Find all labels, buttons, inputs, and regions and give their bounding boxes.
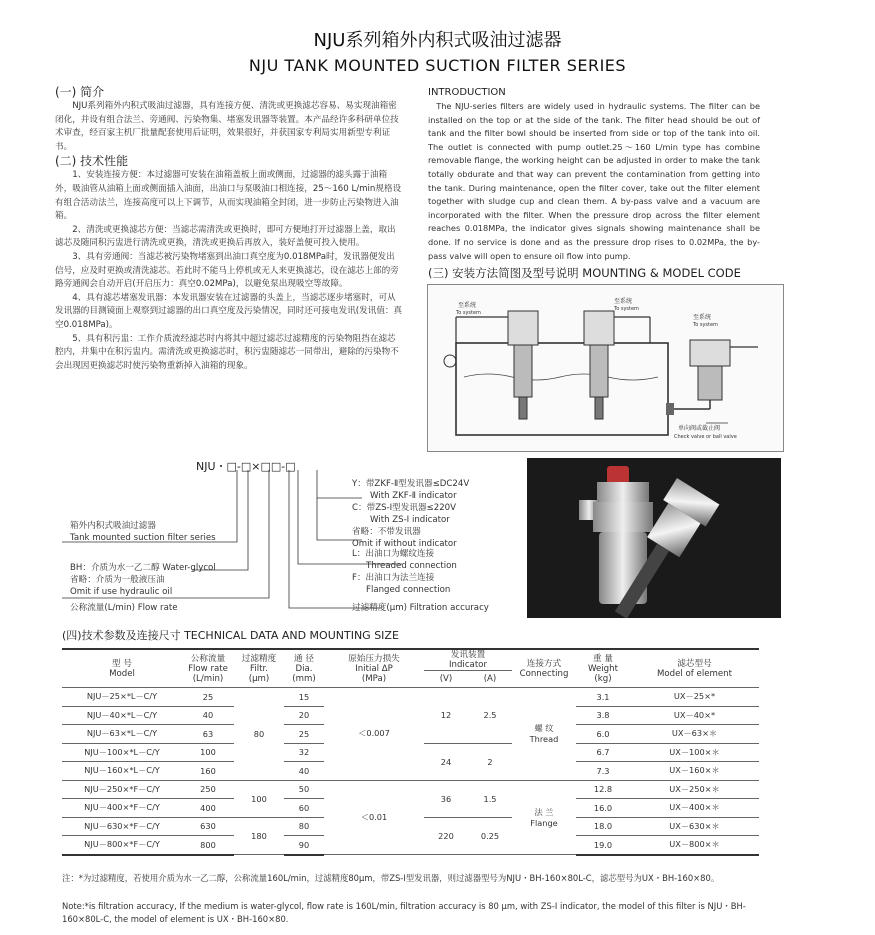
cell-flow: 40 <box>182 706 234 725</box>
th-connecting: 连接方式 Connecting <box>512 649 576 688</box>
cell-dia: 90 <box>284 836 324 855</box>
th-v: (V) <box>424 671 468 688</box>
mc-l-cn: L：出油口为螺纹连接 <box>352 549 435 559</box>
table-row <box>62 780 759 799</box>
to-system-3-en: To system <box>693 322 718 328</box>
mc-series-cn: 箱外内积式吸油过滤器 <box>70 521 156 531</box>
cell-v-24: 24 <box>424 743 468 780</box>
cell-element: UX－25×* <box>630 688 759 707</box>
th-pressure: 原始压力损失 Initial ΔP (MPa) <box>324 649 424 688</box>
mc-f-cn: F：出油口为法兰连接 <box>352 573 435 583</box>
intro-text-en: The NJU-series filters are widely used in hydraulic systems. The filter can be installed on the top or at the side of the tank. The filter head should be out of tank and the filter bowl should be inserted from side or top of the tank into oil. The outlet is connected with pump outlet.25～160 L/min type has combine removable flange, the working height can be adjusted in order to make the tank totally obdurate and that way can prevent the contamination from getting into the tank. During maintenance, open the filter cover, take out the filter element together with sludge cup and clean them. A by-pass valve and a vacuum are incorporated with the filter. When the pressure drop across the filter element reaches 0.018MPa, the indicator gives signals showing maintenance shall be done. If no service is done and as the pressure drop rises to 0.02MPa, the by-pass valve will open to ensure oil flow into pump. <box>428 101 760 261</box>
mc-f-en: Flanged connection <box>366 585 451 595</box>
mc-bh-omit-en: Omit if use hydraulic oil <box>70 587 173 597</box>
cell-filtr-100: 100 <box>234 780 284 817</box>
cell-flow: 100 <box>182 743 234 762</box>
tech-item-2: 2、清洗或更换滤芯方便：当滤芯需清洗或更换时，即可方便地打开过滤器上盖，取出滤芯及随同积污盅进行清洗或更换，清洗或更换后再放入，装好盖便可投入使用。 <box>55 224 396 249</box>
mc-y-en: With ZKF-Ⅱ indicator <box>370 491 457 501</box>
cell-flow: 630 <box>182 817 234 836</box>
model-code: NJU・□-□×□□-□ <box>196 460 296 473</box>
cell-press-007: ＜0.007 <box>324 688 424 781</box>
mc-bh <box>70 562 216 598</box>
cell-a-15: 1.5 <box>468 780 512 817</box>
cell-model: NJU－63×*L－C/Y <box>62 725 182 744</box>
title-en: NJU TANK MOUNTED SUCTION FILTER SERIES <box>248 56 627 75</box>
cell-model: NJU－400×*F－C/Y <box>62 799 182 818</box>
to-system-3: 至系统 <box>693 314 712 321</box>
cell-weight: 6.0 <box>576 725 630 744</box>
cell-v-36: 36 <box>424 780 468 817</box>
cell-weight: 16.0 <box>576 799 630 818</box>
cell-model: NJU－100×*L－C/Y <box>62 743 182 762</box>
cell-element: UX－800×＊ <box>630 836 759 855</box>
mc-l-en: Threaded connection <box>366 561 457 571</box>
cell-weight: 3.1 <box>576 688 630 707</box>
mc-bh-cn: BH：介质为水一乙二醇 Water-glycol <box>70 563 216 573</box>
english-column <box>428 85 760 263</box>
intro-text-cn: NJU系列箱外内积式吸油过滤器，具有连接方便、清洗或更换滤芯容易、易实现油箱密闭化，并设有组合法兰、旁通阀、污染物集、堵塞发讯器等装置。本产品经许多科研单位技术审查，经百家主机厂批量配套使用后证明，效果很好，并获国家专利局实用新型专利证书。 <box>55 101 399 152</box>
cell-a-2: 2 <box>468 743 512 780</box>
mc-indicator <box>352 478 469 550</box>
cell-model: NJU－25×*L－C/Y <box>62 688 182 707</box>
cell-flow: 63 <box>182 725 234 744</box>
product-photo-svg <box>527 458 781 618</box>
cell-dia: 15 <box>284 688 324 707</box>
table-heading: (四)技术参数及连接尺寸 TECHNICAL DATA AND MOUNTING SIZE <box>62 629 399 642</box>
th-model: 型 号 Model <box>62 649 182 688</box>
cell-v-220: 220 <box>424 817 468 855</box>
cell-model: NJU－160×*L－C/Y <box>62 762 182 781</box>
cell-dia: 32 <box>284 743 324 762</box>
to-system-1: 至系统 <box>458 302 477 309</box>
title-cn: NJU系列箱外内积式吸油过滤器 <box>313 30 562 51</box>
mounting-diagram-svg <box>428 285 783 451</box>
cell-filtr-180: 180 <box>234 817 284 855</box>
cell-element: UX－630×＊ <box>630 817 759 836</box>
mc-c-en: With ZS-Ⅰ indicator <box>370 515 450 525</box>
mc-y-cn: Y：带ZKF-Ⅱ型发讯器≤DC24V <box>352 479 470 489</box>
mc-omit-cn: 省略：不带发讯器 <box>352 527 421 537</box>
mounting-diagram <box>427 284 784 452</box>
cell-model: NJU－800×*F－C/Y <box>62 836 182 855</box>
tech-item-3: 3、具有旁通阀：当滤芯被污染物堵塞到出油口真空度为0.018MPa时，发讯器便发出信号，应及时更换或清洗滤芯。若此时不能马上停机或无人来更换滤芯，设在滤芯上部的旁路旁通阀会自动开启(开启压力：真空0.02MPa)，以避免泵出现吸空等故障。 <box>55 251 399 290</box>
th-filtr: 过滤精度 Filtr. (μm) <box>234 649 284 688</box>
tech-heading-cn: (二) 技术性能 <box>55 154 129 169</box>
th-flow: 公称流量 Flow rate (L/min) <box>182 649 234 688</box>
cell-weight: 19.0 <box>576 836 630 855</box>
to-system-2: 至系统 <box>614 298 633 305</box>
mc-accuracy: 过滤精度(μm) Filtration accuracy <box>352 603 489 613</box>
tech-item-5: 5、具有积污盅：工作介质流经滤芯时内将其中超过滤芯过滤精度的污染物阻挡在滤芯腔内，并集中在积污盅内。需清洗或更换滤芯时，积污盅随滤芯一同带出，避除的污染物不会出现因更换滤芯时使污染物重新掉入油箱的现象。 <box>55 333 399 371</box>
spec-table <box>62 648 759 856</box>
cell-weight: 18.0 <box>576 817 630 836</box>
th-element: 滤芯型号 Model of element <box>630 649 759 688</box>
cell-dia: 40 <box>284 762 324 781</box>
cell-flow: 250 <box>182 780 234 799</box>
cell-conn-flange: 法 兰 Flange <box>512 780 576 855</box>
cell-model: NJU－40×*L－C/Y <box>62 706 182 725</box>
cell-element: UX－160×＊ <box>630 762 759 781</box>
chinese-column <box>55 85 403 373</box>
product-photo <box>527 458 781 618</box>
intro-heading-en: INTRODUCTION <box>428 87 506 98</box>
mc-c-cn: C：带ZS-Ⅰ型发讯器≤220V <box>352 503 457 513</box>
cell-conn-thread: 螺 纹 Thread <box>512 688 576 781</box>
mc-connection <box>352 548 457 596</box>
mc-flow: 公称流量(L/min) Flow rate <box>70 603 178 613</box>
cell-dia: 50 <box>284 780 324 799</box>
note-cn: 注：*为过滤精度，若使用介质为水一乙二醇，公称流量160L/min，过滤精度80μm，带ZS-Ⅰ型发讯器，则过滤器型号为NJU・BH-160×80L-C，滤芯型号为UX・BH-160×80。 <box>62 873 720 883</box>
cell-a-025: 0.25 <box>468 817 512 855</box>
note-en: Note:*is filtration accuracy, If the medium is water-glycol, flow rate is 160L/min, filtration accuracy is 80 μm, with ZS-Ⅰ indicator, the model of this filter is NJU・BH-160×80L-C, the model of element is UX・BH-160×80. <box>62 901 746 924</box>
cell-dia: 60 <box>284 799 324 818</box>
th-dia: 通 径 Dia. (mm) <box>284 649 324 688</box>
table-row <box>62 688 759 707</box>
cell-v-12: 12 <box>424 688 468 744</box>
tech-item-4: 4、具有滤芯堵塞发讯器：本发讯器安装在过滤器的头盖上，当滤芯逐步堵塞时，可从发讯器的目测镜面上观察到过滤器的出口真空度及污染情况，同时还可接电发讯(发讯值：真空0.018MPa)。 <box>55 292 403 330</box>
cell-weight: 3.8 <box>576 706 630 725</box>
mounting-heading: (三) 安装方法简图及型号说明 MOUNTING & MODEL CODE <box>428 266 741 280</box>
to-system-2-en: To system <box>614 306 639 312</box>
th-a: (A) <box>468 671 512 688</box>
th-weight: 重 量 Weight (kg) <box>576 649 630 688</box>
cell-flow: 25 <box>182 688 234 707</box>
cell-model: NJU－630×*F－C/Y <box>62 817 182 836</box>
cell-model: NJU－250×*F－C/Y <box>62 780 182 799</box>
mc-omit-en: Omit if without indicator <box>352 539 457 549</box>
cell-filtr-80: 80 <box>234 688 284 781</box>
cell-flow: 800 <box>182 836 234 855</box>
cell-element: UX－400×＊ <box>630 799 759 818</box>
check-valve-label: 单向阀或截止阀 <box>678 425 721 432</box>
mc-series <box>70 520 216 544</box>
th-indicator: 发讯装置 Indicator <box>424 649 512 671</box>
cell-weight: 12.8 <box>576 780 630 799</box>
cell-weight: 7.3 <box>576 762 630 781</box>
tech-item-1: 1、安装连接方便：本过滤器可安装在油箱盖板上面或侧面，过滤器的滤头露于油箱外，吸油管从油箱上面或侧面插入油面，出油口与泵吸油口相连接，25～160 L/min规格设有组合活动法兰，连接高度可以上下调节，从而实现油箱全封闭，进一步防止污染物进入油箱。 <box>55 170 402 222</box>
cell-press-01: ＜0.01 <box>324 780 424 855</box>
cell-element: UX－250×＊ <box>630 780 759 799</box>
cell-element: UX－40×* <box>630 706 759 725</box>
cell-flow: 160 <box>182 762 234 781</box>
cell-dia: 25 <box>284 725 324 744</box>
cell-element: UX－63×＊ <box>630 725 759 744</box>
mc-bh-omit-cn: 省略：介质为一般液压油 <box>70 575 165 585</box>
cell-weight: 6.7 <box>576 743 630 762</box>
cell-dia: 20 <box>284 706 324 725</box>
to-system-1-en: To system <box>456 310 481 316</box>
cell-a-25: 2.5 <box>468 688 512 744</box>
cell-flow: 400 <box>182 799 234 818</box>
mc-series-en: Tank mounted suction filter series <box>70 533 216 543</box>
intro-heading-cn: (一) 简介 <box>55 85 105 99</box>
cell-element: UX－100×＊ <box>630 743 759 762</box>
cell-dia: 80 <box>284 817 324 836</box>
check-valve-label-en: Check valve or ball valve <box>674 434 737 440</box>
